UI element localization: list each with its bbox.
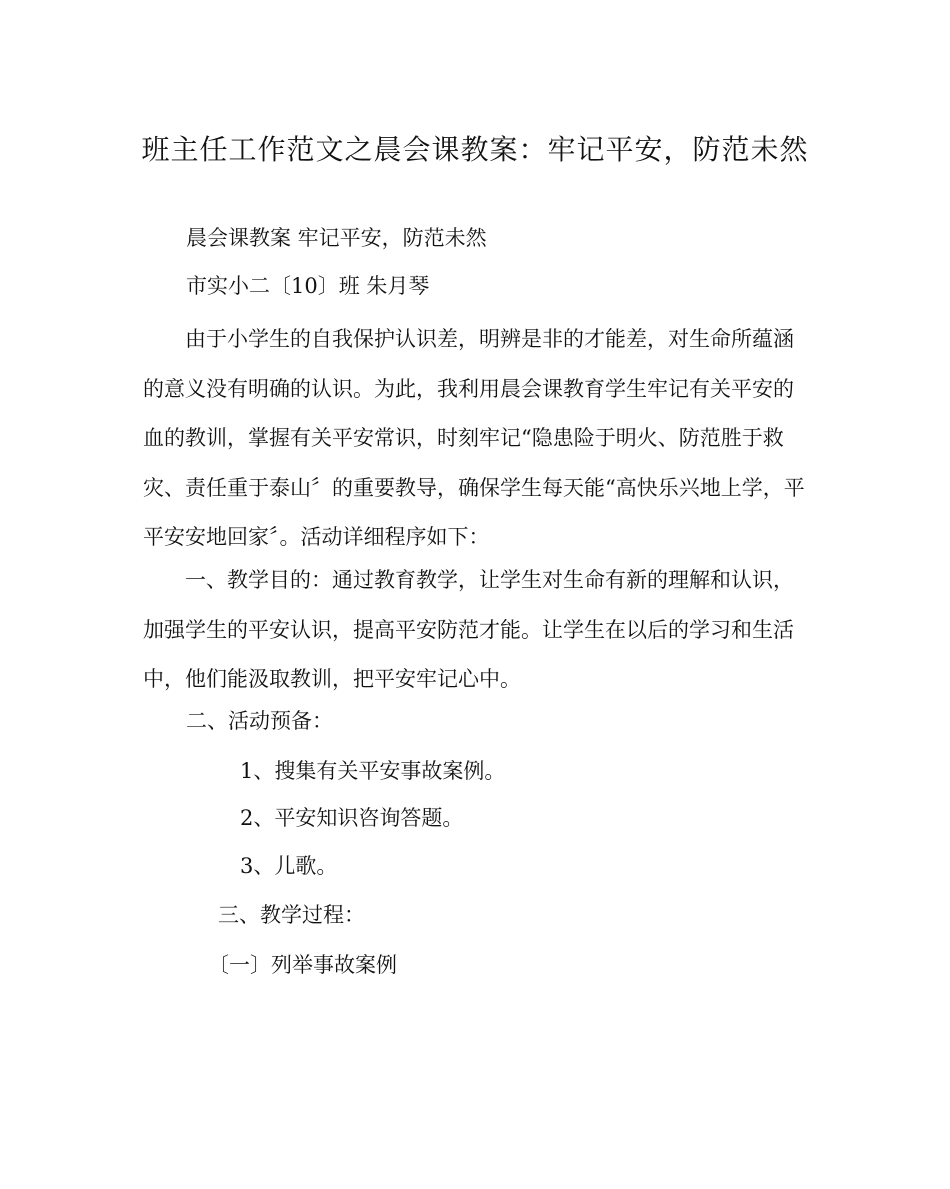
author-line: 市实小二〔10〕班 朱月琴 [186,274,430,298]
prep-item-1: 1、搜集有关平安事故案例。 [240,759,506,783]
intro-paragraph: 由于小学生的自我保护认识差，明辨是非的才能差，对生命所蕴涵的意义没有明确的认识。为此，我利用晨会课教育学生牢记有关平安的血的教训，掌握有关平安常识，时刻牢记“隐患险于明火、防范胜于救灾、责任重于泰山〞的重要教导，确保学生每天能“高快乐兴地上学，平平安安地回家〞。活动详细程序如下： [143,327,805,549]
section-1-paragraph: 一、教学目的：通过教育教学，让学生对生命有新的理解和认识，加强学生的平安认识，提高平安防范才能。让学生在以后的学习和生活中，他们能汲取教训，把平安牢记心中。 [143,568,794,691]
section-3-heading: 三、教学过程： [218,903,365,927]
prep-item-2: 2、平安知识咨询答题。 [240,806,464,830]
section-2-heading: 二、活动预备： [186,709,333,733]
subtitle-line: 晨会课教案 牢记平安，防范未然 [186,226,487,250]
subsection-1-heading: 〔一〕列举事故案例 [208,953,397,977]
prep-item-3: 3、儿歌。 [240,854,338,878]
document-title: 班主任工作范文之晨会课教案：牢记平安，防范未然 [141,133,809,166]
